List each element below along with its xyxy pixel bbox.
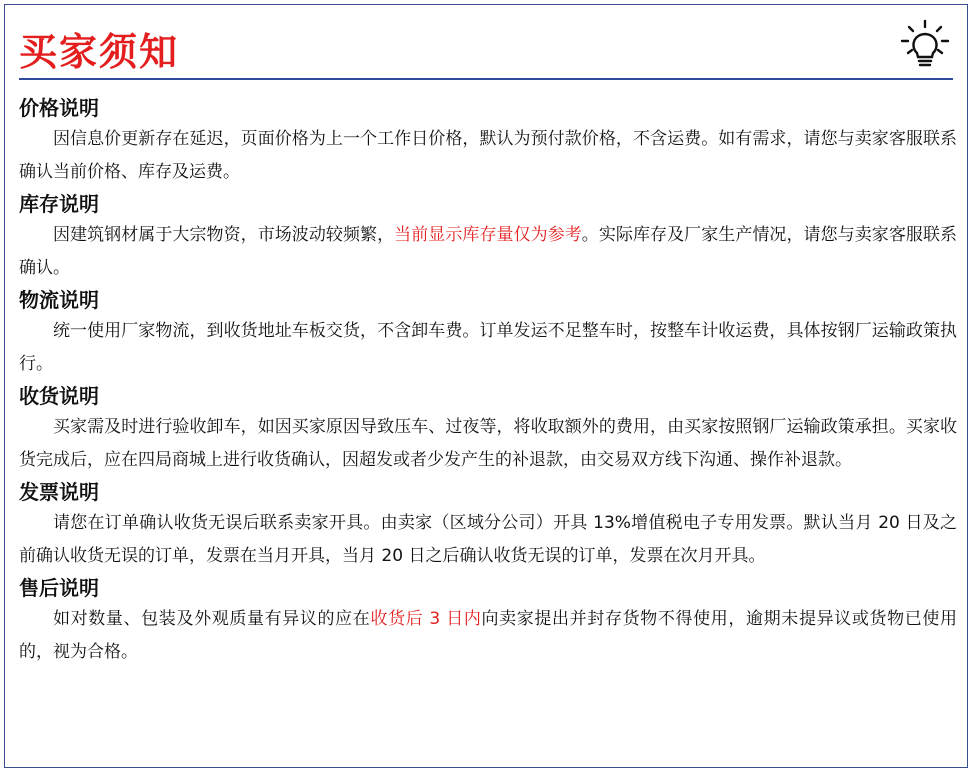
section-invoice xyxy=(19,477,957,573)
section-title: 收货说明 xyxy=(19,384,99,408)
section-title: 物流说明 xyxy=(19,288,99,312)
highlight-text: 收货后 3 日内 xyxy=(370,609,482,629)
section-body: 统一使用厂家物流，到收货地址车板交货，不含卸车费。订单发运不足整车时，按整车计收运费，具体按钢厂运输政策执行。 xyxy=(19,321,957,374)
body-text: 向卖家提出并封存货物不得使用，逾期未提异议或货物已使用的，视为合格。 xyxy=(19,609,958,662)
notice-content xyxy=(19,93,957,669)
section-title: 售后说明 xyxy=(19,576,99,600)
lightbulb-icon xyxy=(899,19,951,71)
section-price xyxy=(19,93,957,189)
body-text: 如对数量、包装及外观质量有异议的应在 xyxy=(53,609,371,629)
body-text: 。实际库存及厂家生产情况，请您与卖家客服联系确认。 xyxy=(19,225,958,278)
section-after-sales xyxy=(19,573,957,669)
section-title: 库存说明 xyxy=(19,192,99,216)
header-divider xyxy=(19,78,953,80)
section-title: 价格说明 xyxy=(19,96,99,120)
header xyxy=(19,25,953,81)
body-text: 因建筑钢材属于大宗物资，市场波动较频繁， xyxy=(53,225,395,245)
section-title: 发票说明 xyxy=(19,480,99,504)
highlight-text: 当前显示库存量仅为参考 xyxy=(394,225,582,245)
section-body xyxy=(19,219,957,285)
section-body xyxy=(19,603,957,669)
section-stock xyxy=(19,189,957,285)
section-body: 因信息价更新存在延迟，页面价格为上一个工作日价格，默认为预付款价格，不含运费。如有需求，请您与卖家客服联系确认当前价格、库存及运费。 xyxy=(19,129,957,182)
page-title: 买家须知 xyxy=(19,30,180,74)
section-body: 请您在订单确认收货无误后联系卖家开具。由卖家（区域分公司）开具 13%增值税电子专用发票。默认当月 20 日及之前确认收货无误的订单，发票在当月开具，当月 20 日之后确认收货无误的订单，发票在次月开具。 xyxy=(19,513,957,566)
section-receipt xyxy=(19,381,957,477)
notice-panel xyxy=(4,4,968,768)
section-logistics xyxy=(19,285,957,381)
section-body: 买家需及时进行验收卸车，如因买家原因导致压车、过夜等，将收取额外的费用，由买家按照钢厂运输政策承担。买家收货完成后，应在四局商城上进行收货确认，因超发或者少发产生的补退款，由交易双方线下沟通、操作补退款。 xyxy=(19,417,957,470)
